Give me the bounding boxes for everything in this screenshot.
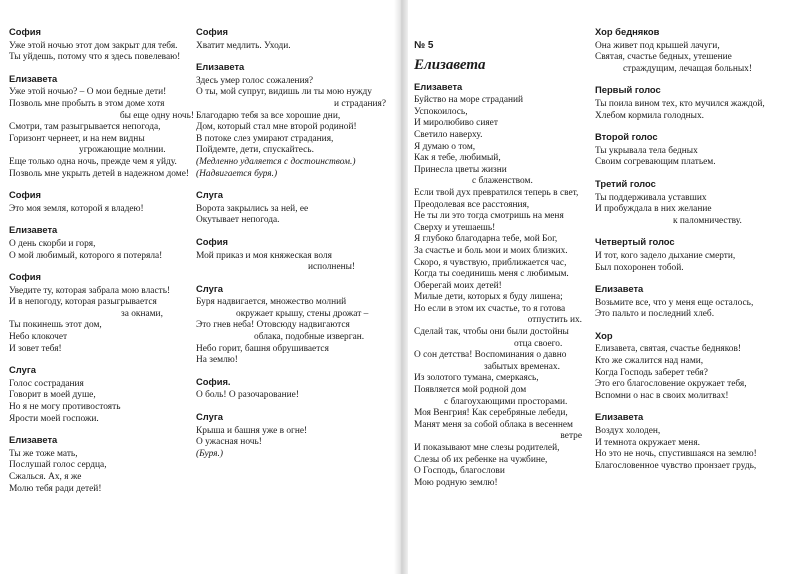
verse-line: Но если в этом их счастье, то я готова [414, 303, 566, 314]
verse-line: Благодарю тебя за все хорошие дни, [196, 110, 341, 121]
verse-line: к паломничеству. [673, 215, 742, 226]
verse-line: О мой любимый, которого я потеряла! [9, 250, 163, 261]
verse-line: Из золотого тумана, смеркаясь, [414, 373, 539, 384]
verse-line: В потоке слез умирают страдания, [196, 133, 334, 144]
speech-block [9, 364, 194, 425]
speech-block [196, 189, 386, 227]
verse-line: Моя Венгрия! Как серебряные лебеди, [414, 408, 568, 419]
verse-line: Позволь мне укрыть детей в надежном доме! [9, 168, 189, 179]
speech-block [595, 236, 787, 274]
verse-line: забытых временах. [484, 361, 560, 372]
verse-line: Это гнев неба! Отовсюду надвигаются [196, 320, 350, 331]
verse-line: И миролюбиво сияет [414, 118, 498, 129]
left-page-column-1 [9, 26, 194, 504]
speech-block [9, 271, 194, 355]
verse-line: И показывают мне слезы родителей, [414, 443, 560, 453]
verse-line: Уведите ту, которая забрала мою власть! [9, 285, 171, 296]
verse-line: Небо горит, башня обрушивается [196, 343, 329, 354]
section-title: Елизавета [414, 56, 486, 73]
verse-line: Принесла цветы жизни [414, 164, 507, 175]
verse-line: отца своего. [514, 338, 563, 349]
verse-line: Благословенное чувство пронзает грудь, [595, 460, 757, 471]
speech-block [196, 376, 386, 402]
speech-block [595, 131, 787, 169]
verse-line: Голос сострадания [9, 378, 84, 389]
verse-line: Светило наверху. [414, 129, 483, 140]
verse-line: Успокоилось, [414, 106, 468, 117]
speech-block [414, 81, 582, 490]
verse-line: Смотри, там разыгрывается непогода, [9, 122, 161, 133]
verse-line: бы еще одну ночь! [119, 110, 194, 121]
speaker-name: Елизавета [9, 72, 58, 84]
speaker-name: София [9, 189, 41, 201]
verse-line: Когда Господь заберет тебя? [595, 367, 708, 378]
speech-block [9, 189, 194, 215]
verse-line: Хлебом кормила голодных. [595, 110, 704, 121]
verse-line: О ужасная ночь! [196, 437, 262, 448]
verse-line: Ты укрывала тела бедных [595, 145, 698, 156]
speaker-name: Елизавета [414, 80, 463, 92]
verse-line: Но это не ночь, спустившаяся на землю! [595, 449, 757, 460]
speaker-name: Слуга [196, 282, 223, 294]
speaker-name: Хор бедняков [595, 26, 660, 37]
verse-line: Это его благословение окружает тебя, [595, 379, 747, 390]
verse-line: отпустить их. [527, 315, 582, 326]
verse-line: О ты, мой супруг, видишь ли ты мою нужду [196, 87, 372, 98]
verse-line: Крыша и башня уже в огне! [196, 425, 308, 436]
speaker-name: Елизавета [9, 224, 58, 236]
verse-line: Сжалься. Ах, я же [9, 472, 82, 482]
verse-line: О Господь, благослови [414, 466, 505, 477]
verse-line: Здесь умер голос сожаления? [196, 75, 314, 86]
verse-line: Ты поила вином тех, кто мучился жаждой, [595, 98, 765, 109]
verse-line: Я глубоко благодарна тебе, мой Бог, [414, 234, 558, 245]
speaker-name: Елизавета [595, 411, 644, 423]
speaker-name: София [196, 235, 228, 247]
speech-block [595, 330, 787, 403]
verse-line: Оберегай моих детей! [414, 280, 502, 291]
verse-line: Ты покинешь этот дом, [9, 320, 102, 331]
verse-line: Окутывает непогода. [196, 215, 280, 226]
verse-line: Был похоронен тобой. [595, 262, 684, 273]
verse-line: Ярости моей госпожи. [9, 413, 99, 424]
verse-line: Не ты ли это тогда смотришь на меня [414, 211, 564, 222]
speaker-name: Слуга [9, 364, 36, 376]
verse-line: Скоро, я чувствую, приближается час, [414, 257, 567, 268]
speaker-name: Третий голос [595, 177, 656, 189]
verse-line: Преодолевая все расстояния, [414, 199, 530, 210]
speech-block [595, 283, 787, 321]
verse-line: Пойдемте, дети, спускайтесь. [196, 145, 314, 156]
verse-line: страждущим, лечащая больных! [623, 63, 752, 74]
verse-line: И темнота окружает меня. [595, 437, 700, 448]
speech-block [196, 236, 386, 274]
verse-line: О день скорби и горя, [9, 238, 96, 249]
verse-line: Горизонт чернеет, и на нем видны [9, 133, 145, 144]
verse-line: с благоухающими просторами. [444, 396, 568, 407]
verse-line: Хватит медлить. Уходи. [196, 40, 291, 51]
verse-line: О боль! О разочарование! [196, 390, 299, 401]
stage-direction: (Буря.) [196, 448, 223, 459]
speech-block [9, 26, 194, 64]
verse-line: Ты уйдешь, потому что я здесь повелеваю! [9, 52, 181, 63]
speech-block [9, 224, 194, 262]
verse-line: Послушай голос сердца, [9, 460, 107, 471]
speaker-name: Четвертый голос [595, 236, 675, 248]
verse-line: Возьмите все, что у меня еще осталось, [595, 297, 754, 308]
speech-block [595, 411, 787, 472]
verse-line: О сон детства! Воспоминания о давно [414, 350, 567, 361]
verse-line: Если твой дух превратился теперь в свет, [414, 187, 579, 198]
verse-line: Ты поддерживала уставших [595, 192, 707, 203]
verse-line: с блаженством. [472, 176, 533, 187]
verse-line: Когда ты соединишь меня с любимым. [414, 269, 569, 280]
verse-line: Елизавета, святая, счастье бедняков! [595, 344, 742, 355]
verse-line: Сделай так, чтобы они были достойны [414, 327, 569, 338]
left-page-column-2 [196, 26, 386, 469]
verse-line: за окнами, [121, 308, 163, 319]
speaker-name: Второй голос [595, 131, 658, 143]
verse-line: Ты же тоже мать, [9, 448, 78, 459]
speech-block [196, 411, 386, 460]
verse-line: Но я не могу противостоять [9, 402, 121, 413]
verse-line: Святая, счастье бедных, утешение [595, 52, 732, 63]
verse-line: Сверху и утешаешь! [414, 222, 496, 233]
verse-line: Я думаю о том, [414, 141, 476, 152]
speaker-name: София [9, 26, 41, 37]
verse-line: облака, подобные изверган. [254, 332, 365, 343]
page-spine [394, 0, 408, 574]
speaker-name: Елизавета [196, 61, 245, 73]
speaker-name: Елизавета [595, 283, 644, 295]
verse-line: и страдания? [333, 98, 386, 109]
speech-block [9, 434, 194, 495]
verse-line: Вспомни о нас в своих молитвах! [595, 390, 729, 401]
verse-line: На землю! [196, 355, 238, 366]
verse-line: И в непогоду, которая разыгрывается [9, 297, 157, 308]
verse-line: За счастье и боль мои и моих близких. [414, 245, 568, 256]
verse-line: И пробуждала в них желание [595, 204, 712, 215]
speech-block [595, 26, 787, 75]
speaker-name: Елизавета [9, 434, 58, 446]
verse-line: Еще только одна ночь, прежде чем я уйду. [9, 156, 177, 167]
speaker-name: София. [196, 375, 231, 387]
speech-block [196, 61, 386, 180]
speaker-name: Хор [595, 329, 613, 341]
verse-line: исполнены! [308, 262, 356, 273]
speaker-name: София [9, 271, 41, 283]
verse-line: Это пальто и последний хлеб. [595, 309, 715, 320]
stage-direction: (Надвигается буря.) [196, 168, 278, 179]
verse-line: Она живет под крышей лачуги, [595, 40, 720, 51]
verse-line: Появляется мой родной дом [414, 385, 527, 396]
verse-line: окружает крышу, стены дрожат – [236, 308, 369, 319]
speech-block [196, 283, 386, 367]
verse-line: Небо клокочет [9, 332, 68, 343]
verse-line: Кто же сжалится над нами, [595, 356, 704, 367]
speech-block [9, 73, 194, 180]
speaker-name: Слуга [196, 189, 223, 201]
verse-line: Это моя земля, которой я владею! [9, 203, 144, 214]
verse-line: Дом, который стал мне второй родиной! [196, 122, 357, 133]
verse-line: Мой приказ и моя княжеская воля [196, 250, 332, 261]
verse-line: Буйство на море страданий [414, 95, 524, 106]
speech-block [595, 178, 787, 227]
verse-line: угрожающие молнии. [79, 145, 166, 156]
verse-line: И тот, кого задело дыхание смерти, [595, 250, 736, 261]
verse-line: Своим согревающим платьем. [595, 157, 716, 168]
verse-line: Ворота закрылись за ней, ее [196, 203, 309, 214]
speech-block [196, 26, 386, 52]
verse-line: Как я тебе, любимый, [414, 153, 501, 164]
verse-line: Позволь мне пробыть в этом доме хотя [9, 98, 165, 109]
right-page-column-1 [414, 40, 582, 498]
verse-line: Мою родную землю! [414, 477, 498, 488]
speaker-name: София [196, 26, 228, 37]
stage-direction: (Медленно удаляется с достоинством.) [196, 156, 356, 167]
verse-line: Молю тебя ради детей! [9, 483, 102, 494]
section-number: № 5 [414, 40, 434, 51]
right-page-column-2 [595, 26, 787, 481]
verse-line: Уже этой ночью этот дом закрыт для тебя. [9, 40, 178, 51]
speech-block [595, 84, 787, 122]
verse-line: И зовет тебя! [9, 343, 62, 354]
verse-line: Милые дети, которых я буду лишена; [414, 292, 563, 303]
verse-line: ветре [560, 431, 582, 442]
speaker-name: Слуга [196, 411, 223, 423]
verse-line: Говорит в моей душе, [9, 390, 96, 401]
verse-line: Буря надвигается, множество молний [196, 297, 347, 308]
verse-line: Манят меня за собой облака в весеннем [414, 419, 573, 430]
speaker-name: Первый голос [595, 84, 661, 96]
verse-line: Воздух холоден, [595, 426, 661, 437]
verse-line: Уже этой ночью? – О мои бедные дети! [9, 87, 167, 98]
verse-line: Слезы об их ребенке на чужбине, [414, 454, 548, 465]
